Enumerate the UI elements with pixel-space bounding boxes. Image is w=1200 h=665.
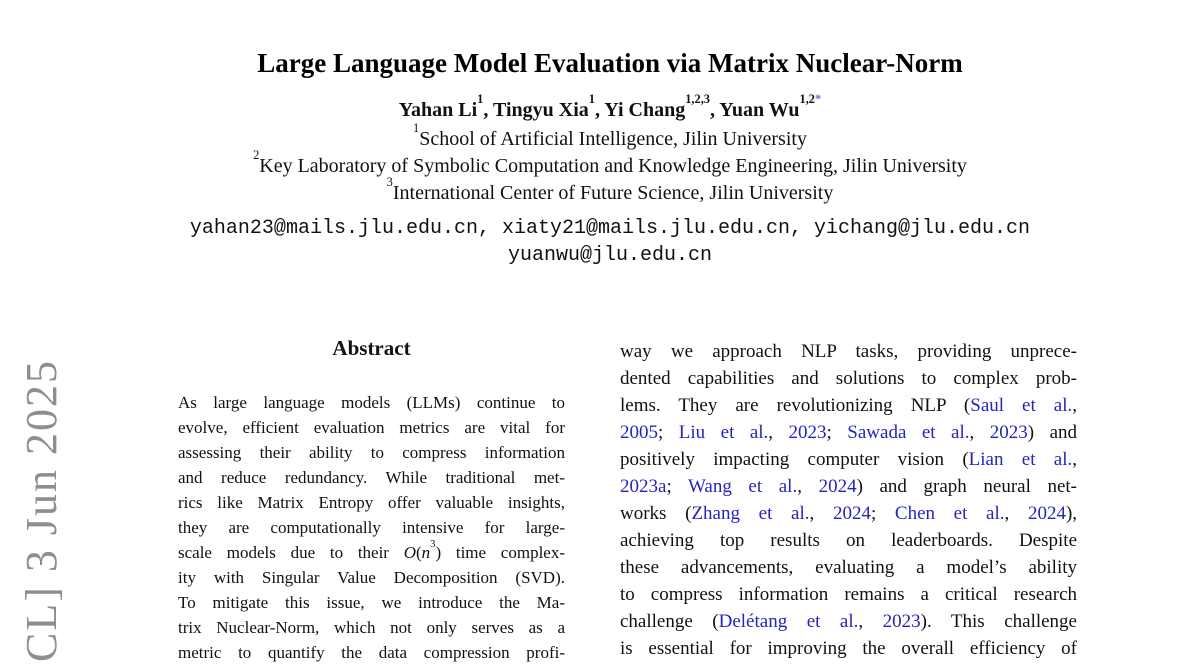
text-run: ; [666, 476, 688, 497]
abstract-line [178, 465, 565, 490]
citation-link[interactable]: Delétang et al. [718, 611, 859, 632]
email-line: yuanwu@jlu.edu.cn [507, 244, 713, 267]
text-run: rics like Matrix Entropy offer valuable insights, [178, 493, 565, 512]
text-run: dented capabilities and solutions to complex prob- [620, 368, 1077, 389]
body-text-line [620, 554, 1077, 581]
text-run: , [1072, 449, 1077, 470]
affiliation-line [20, 174, 1200, 207]
email-line: yahan23@mails.jlu.edu.cn, xiaty21@mails.jlu.edu.cn, yichang@jlu.edu.cn [189, 217, 1031, 240]
affiliation-superscript: 2 [253, 147, 260, 162]
abstract-line [178, 590, 565, 615]
text-run: O [403, 543, 416, 562]
paper-title: Large Language Model Evaluation via Matrix Nuclear-Norm [257, 48, 963, 78]
text-run: way we approach NLP tasks, providing unprece- [620, 341, 1077, 362]
body-text-line [620, 338, 1077, 365]
body-text-line [620, 500, 1077, 527]
body-text-line [620, 527, 1077, 554]
text-run: ; [658, 422, 679, 443]
text-run: , [768, 422, 789, 443]
text-run: lems. They are revolutionizing NLP ( [620, 395, 971, 416]
abstract-heading: Abstract [332, 336, 411, 360]
arxiv-watermark: CL] 3 Jun 2025 [17, 359, 66, 662]
text-run: ity with Singular Value Decomposition (SVD). [178, 568, 565, 587]
author-separator: , [594, 99, 605, 121]
author-list [20, 91, 1200, 122]
citation-link[interactable]: 2024 [1027, 503, 1066, 524]
citation-link[interactable]: 2005 [620, 422, 658, 443]
text-run: they are computationally intensive for large- [178, 518, 565, 537]
citation-link[interactable]: 2023a [620, 476, 667, 497]
citation-link[interactable]: Wang et al. [687, 476, 798, 497]
text-run: positively impacting computer vision ( [620, 449, 969, 470]
text-run: ; [870, 503, 895, 524]
author-separator: , [483, 99, 493, 121]
corresponding-author-asterisk[interactable]: * [815, 91, 822, 106]
abstract-line [178, 640, 565, 665]
abstract-line [178, 565, 565, 590]
citation-link[interactable]: Zhang et al. [691, 503, 810, 524]
abstract-line [178, 515, 565, 540]
introduction-column [620, 338, 1077, 662]
abstract-line [178, 390, 565, 415]
text-run: ) and [1027, 422, 1078, 443]
text-run: As large language models (LLMs) continue to [178, 393, 565, 412]
text-run: assessing their ability to compress information [178, 443, 565, 462]
text-run: , [858, 611, 883, 632]
citation-link[interactable]: 2024 [832, 503, 871, 524]
affiliation-text: Key Laboratory of Symbolic Computation and Knowledge Engineering, Jilin University [259, 155, 967, 177]
text-run: achieving top results on leaderboards. Despite [620, 530, 1077, 551]
author-affiliation-superscript: 1,2 [799, 91, 816, 106]
text-run: challenge ( [620, 611, 719, 632]
affiliation-line [20, 147, 1200, 180]
affiliation-superscript: 1 [413, 120, 420, 135]
abstract-line [178, 540, 565, 565]
text-run: ) time complex- [435, 543, 565, 562]
text-run: , [1004, 503, 1028, 524]
author-name: Yuan Wu [719, 99, 800, 121]
text-run: ), [1065, 503, 1078, 524]
text-run: scale models due to their [178, 543, 404, 562]
superscript: 3 [430, 538, 436, 550]
citation-link[interactable]: 2023 [882, 611, 921, 632]
abstract-line [178, 615, 565, 640]
abstract-line [178, 490, 565, 515]
text-run: , [969, 422, 990, 443]
abstract-line [178, 415, 565, 440]
citation-link[interactable]: Sawada et al. [847, 422, 970, 443]
citation-link[interactable]: 2023 [788, 422, 827, 443]
text-run: To mitigate this issue, we introduce the Ma- [178, 593, 565, 612]
author-separator: , [709, 99, 720, 121]
author-affiliation-superscript: 1 [477, 91, 484, 106]
citation-link[interactable]: Chen et al. [894, 503, 1005, 524]
email-list [20, 215, 1200, 269]
affiliation-text: School of Artificial Intelligence, Jilin University [419, 128, 807, 150]
affiliation-line [20, 120, 1200, 153]
text-run: is essential for improving the overall efficiency of [620, 638, 1077, 659]
body-text-line [620, 473, 1077, 500]
text-run: evolve, efficient evaluation metrics are vital for [178, 418, 565, 437]
text-run: works ( [620, 503, 692, 524]
body-text-line [620, 446, 1077, 473]
text-run: ; [826, 422, 848, 443]
text-run: , [1072, 395, 1077, 416]
text-run: ) and graph neural net- [856, 476, 1077, 497]
author-affiliation-superscript: 1,2,3 [685, 91, 710, 106]
body-text-line [620, 608, 1077, 635]
body-text-line [620, 635, 1077, 662]
abstract-line [178, 440, 565, 465]
text-run: , [797, 476, 819, 497]
affiliation-list [20, 120, 1200, 207]
author-affiliation-superscript: 1 [588, 91, 595, 106]
abstract-body [178, 390, 565, 665]
paper-header [20, 0, 1200, 269]
affiliation-superscript: 3 [386, 174, 393, 189]
text-run: to compress information remains a critical research [620, 584, 1077, 605]
affiliation-text: International Center of Future Science, Jilin University [392, 182, 834, 204]
citation-link[interactable]: Saul et al. [970, 395, 1073, 416]
author-name: Yahan Li [398, 99, 478, 121]
body-text-line [620, 419, 1077, 446]
citation-link[interactable]: 2023 [989, 422, 1028, 443]
abstract-column [140, 336, 565, 665]
citation-link[interactable]: 2024 [818, 476, 857, 497]
citation-link[interactable]: Liu et al. [678, 422, 769, 443]
text-run: n [421, 543, 431, 562]
citation-link[interactable]: Lian et al. [968, 449, 1073, 470]
text-run: metric to quantify the data compression profi- [178, 643, 565, 662]
text-run: these advancements, evaluating a model’s ability [620, 557, 1077, 578]
author-name: Yi Chang [604, 99, 686, 121]
text-run: ). This challenge [920, 611, 1077, 632]
body-text-line [620, 365, 1077, 392]
body-text-line [620, 392, 1077, 419]
text-run: ( [416, 543, 422, 562]
author-name: Tingyu Xia [493, 99, 589, 121]
text-run: and reduce redundancy. While traditional met- [178, 468, 565, 487]
body-text-line [620, 581, 1077, 608]
text-run: , [809, 503, 833, 524]
text-run: trix Nuclear-Norm, which not only serves as a [178, 618, 565, 637]
